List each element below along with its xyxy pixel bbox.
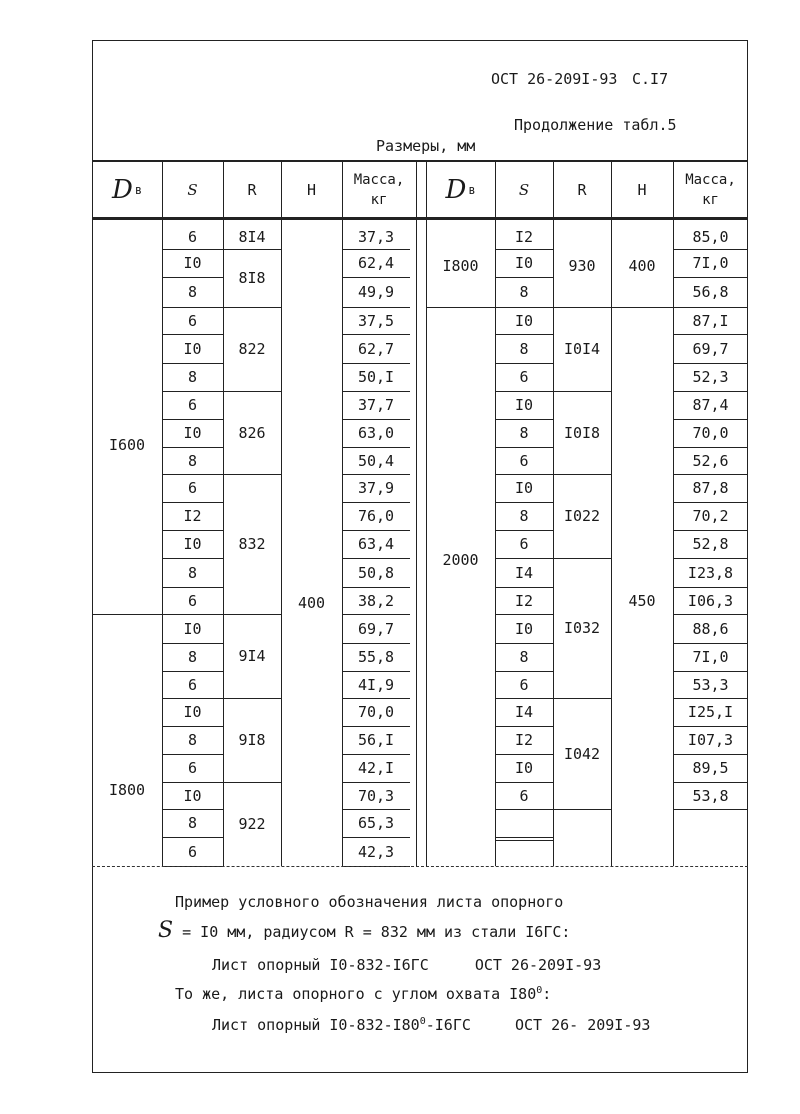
right-d-1800: I800 bbox=[442, 256, 479, 275]
right-s-cell: I0 bbox=[514, 619, 534, 638]
table-bottom-rule bbox=[92, 866, 748, 867]
right-mass-cell: 87,I bbox=[692, 311, 729, 330]
right-s-cell: 6 bbox=[519, 535, 529, 553]
right-mass-cell: 70,2 bbox=[692, 507, 729, 525]
left-s-cell: I0 bbox=[183, 619, 202, 638]
note-line-3 bbox=[212, 956, 601, 974]
right-mass-cell bbox=[673, 837, 748, 866]
right-r-cell: I022 bbox=[563, 507, 601, 525]
note-line-2 bbox=[158, 918, 570, 943]
left-mass-cell: 38,2 bbox=[357, 591, 395, 610]
note-line-4 bbox=[175, 985, 551, 1003]
designation-2-standard: ОСТ 26- 209I-93 bbox=[514, 1016, 651, 1034]
right-h-400: 400 bbox=[628, 256, 656, 275]
col-rule bbox=[281, 218, 282, 866]
left-mass-cell: 50,I bbox=[357, 368, 395, 386]
left-mass-cell: 42,I bbox=[357, 759, 395, 777]
right-s-cell: 8 bbox=[519, 283, 529, 301]
right-mass-cell: 89,5 bbox=[692, 759, 729, 777]
right-s-cell: I0 bbox=[514, 759, 534, 777]
right-r-cell: I042 bbox=[563, 744, 601, 763]
right-mass-cell: 87,4 bbox=[692, 396, 729, 414]
right-s-cell: 6 bbox=[519, 675, 529, 694]
left-s-cell: I0 bbox=[183, 703, 202, 721]
right-s-cell bbox=[495, 809, 553, 837]
left-mass-cell: 69,7 bbox=[357, 619, 395, 638]
left-s-cell: 8 bbox=[187, 648, 198, 666]
left-mass-cell: 63,0 bbox=[357, 424, 395, 442]
right-mass-cell: 85,0 bbox=[692, 227, 729, 246]
left-s-cell: 8 bbox=[187, 283, 198, 301]
right-s-cell: 6 bbox=[519, 368, 529, 386]
right-mass-cell: I23,8 bbox=[687, 563, 734, 582]
designation-1: Лист опорный I0-832-I6ГС bbox=[212, 956, 429, 974]
right-mass-cell: 53,8 bbox=[692, 786, 729, 805]
note-line-4-end: : bbox=[542, 985, 552, 1003]
right-mass-cell: I06,3 bbox=[687, 591, 734, 610]
left-s-cell: 6 bbox=[187, 591, 198, 610]
left-s-cell: 8 bbox=[187, 814, 198, 832]
left-mass-cell: 63,4 bbox=[357, 535, 395, 553]
right-s-cell: I4 bbox=[514, 563, 534, 582]
right-mass-cell: 7I,0 bbox=[692, 254, 729, 272]
right-h-header: H bbox=[637, 180, 647, 199]
designation-2-end: -I6ГС bbox=[425, 1016, 471, 1034]
degree-sup-2: 0 bbox=[419, 1016, 426, 1027]
col-rule bbox=[416, 218, 417, 866]
d-group-rule bbox=[92, 614, 162, 615]
left-s-cell: 6 bbox=[187, 759, 198, 777]
continuation-label: Продолжение табл.5 bbox=[514, 116, 677, 134]
left-s-header: S bbox=[187, 180, 198, 199]
note-line-1: Пример условного обозначения листа опорного bbox=[175, 893, 564, 911]
left-mass-cell: 37,7 bbox=[357, 396, 395, 414]
left-mass-cell: 62,4 bbox=[357, 254, 395, 272]
right-mass-cell: I07,3 bbox=[687, 731, 734, 749]
left-d-1600: I600 bbox=[108, 436, 146, 454]
d-subscript: в bbox=[468, 182, 476, 197]
left-mass-cell: 65,3 bbox=[357, 814, 395, 832]
left-mass-cell: 50,8 bbox=[357, 563, 395, 582]
left-r-cell: 826 bbox=[238, 423, 266, 442]
right-mass-cell bbox=[673, 809, 748, 837]
left-s-cell: 6 bbox=[187, 479, 198, 497]
designation-1-standard: ОСТ 26-209I-93 bbox=[474, 956, 602, 974]
d-subscript: в bbox=[134, 182, 143, 197]
right-s-cell: 8 bbox=[519, 507, 529, 525]
left-s-cell: I0 bbox=[183, 786, 202, 805]
left-s-cell: 6 bbox=[187, 311, 198, 330]
right-s-cell: I0 bbox=[514, 311, 534, 330]
mass-unit: кг bbox=[370, 191, 388, 208]
left-r-cell: 822 bbox=[238, 340, 266, 358]
right-s-cell: I0 bbox=[514, 396, 534, 414]
r-group-rule bbox=[553, 809, 611, 810]
left-mass-cell: 62,7 bbox=[357, 339, 395, 358]
right-s-cell bbox=[495, 837, 553, 866]
note-line-4-text: То же, листа опорного с углом охвата I80 bbox=[175, 985, 537, 1003]
left-mass-cell: 70,0 bbox=[357, 703, 395, 721]
right-s-cell: I2 bbox=[514, 731, 534, 749]
right-s-cell: 8 bbox=[519, 424, 529, 442]
right-d-2000: 2000 bbox=[442, 551, 479, 569]
right-mass-cell: 87,8 bbox=[692, 479, 729, 497]
mass-label: Масса, bbox=[685, 171, 736, 188]
left-s-cell: 6 bbox=[187, 396, 198, 414]
s-symbol: S bbox=[158, 918, 174, 943]
right-mass-cell: 88,6 bbox=[692, 619, 729, 638]
right-s-header: S bbox=[518, 180, 530, 199]
header-col-rule bbox=[416, 161, 417, 218]
left-d-header bbox=[92, 161, 162, 218]
right-r-header: R bbox=[577, 180, 587, 199]
note-line-5 bbox=[212, 1016, 650, 1034]
d-group-rule bbox=[426, 307, 495, 308]
right-s-cell: 6 bbox=[519, 786, 529, 805]
left-r-cell: 9I8 bbox=[238, 731, 266, 749]
left-r-cell: 9I4 bbox=[238, 647, 266, 665]
mass-label: Масса, bbox=[353, 171, 405, 188]
d-symbol: D bbox=[445, 174, 467, 205]
right-s-cell: I0 bbox=[514, 254, 534, 272]
right-s-cell: I2 bbox=[514, 591, 534, 610]
left-mass-header bbox=[342, 161, 416, 218]
left-s-cell: 8 bbox=[187, 368, 198, 386]
designation-2: Лист опорный I0-832-I80 bbox=[212, 1016, 420, 1034]
right-s-cell: 8 bbox=[519, 339, 529, 358]
right-d-header bbox=[426, 161, 495, 218]
right-mass-cell: 52,8 bbox=[692, 535, 729, 553]
right-mass-cell: 56,8 bbox=[692, 283, 729, 301]
left-mass-cell: 49,9 bbox=[357, 283, 395, 301]
left-s-cell: I2 bbox=[183, 507, 202, 525]
right-mass-cell: 53,3 bbox=[692, 675, 729, 694]
dimensions-label: Размеры, мм bbox=[376, 137, 476, 155]
right-s-cell: I2 bbox=[514, 227, 534, 246]
mass-unit: кг bbox=[702, 191, 719, 208]
left-mass-cell: 37,5 bbox=[357, 311, 395, 330]
left-mass-cell: 76,0 bbox=[357, 507, 395, 525]
right-s-cell: I0 bbox=[514, 479, 534, 497]
right-mass-cell: 52,6 bbox=[692, 451, 729, 470]
right-r-cell: I032 bbox=[563, 619, 601, 637]
left-mass-cell: 37,9 bbox=[357, 479, 395, 497]
page-number: С.I7 bbox=[632, 70, 669, 88]
h-group-rule bbox=[611, 307, 748, 308]
left-h-header: H bbox=[306, 180, 317, 199]
col-rule bbox=[611, 218, 612, 866]
left-s-cell: 6 bbox=[187, 842, 198, 861]
left-s-cell: 6 bbox=[187, 675, 198, 694]
right-h-450: 450 bbox=[628, 592, 656, 610]
left-r-cell: 922 bbox=[238, 815, 266, 833]
left-s-cell: 8 bbox=[187, 731, 198, 749]
left-s-cell: 8 bbox=[187, 451, 198, 470]
note-line-2-text: = I0 мм, радиусом R = 832 мм из стали I6ГС: bbox=[182, 923, 571, 941]
right-mass-header bbox=[673, 161, 748, 218]
left-mass-cell: 56,I bbox=[357, 731, 395, 749]
left-mass-cell: 37,3 bbox=[357, 227, 395, 246]
left-mass-cell: 50,4 bbox=[357, 451, 395, 470]
left-mass-cell: 55,8 bbox=[357, 648, 395, 666]
left-s-cell: 6 bbox=[187, 227, 198, 246]
d-symbol: D bbox=[111, 174, 133, 205]
right-mass-cell: I25,I bbox=[687, 703, 734, 721]
right-s-cell: 8 bbox=[519, 648, 529, 666]
left-r-cell: 832 bbox=[238, 535, 266, 553]
left-mass-cell: 70,3 bbox=[357, 786, 395, 805]
doc-ref: ОСТ 26-209I-93 bbox=[491, 70, 618, 88]
left-s-cell: I0 bbox=[183, 339, 202, 358]
right-r-cell: I0I4 bbox=[563, 340, 601, 358]
right-mass-cell: 69,7 bbox=[692, 339, 729, 358]
right-mass-cell: 52,3 bbox=[692, 368, 729, 386]
left-mass-cell: 42,3 bbox=[357, 842, 395, 861]
left-s-cell: I0 bbox=[183, 254, 202, 272]
right-r-cell: 930 bbox=[568, 256, 596, 275]
right-r-cell: I0I8 bbox=[563, 423, 601, 442]
left-r-cell: 8I4 bbox=[238, 227, 266, 246]
left-s-cell: I0 bbox=[183, 535, 202, 553]
left-d-1800: I800 bbox=[108, 781, 146, 799]
left-mass-cell: 4I,9 bbox=[357, 675, 395, 694]
left-s-cell: 8 bbox=[187, 563, 198, 582]
right-s-cell: I4 bbox=[514, 703, 534, 721]
left-r-header: R bbox=[247, 180, 257, 199]
left-r-cell: 8I8 bbox=[238, 269, 266, 287]
left-h-cell: 400 bbox=[297, 594, 326, 612]
right-mass-cell: 70,0 bbox=[692, 424, 729, 442]
right-s-cell: 6 bbox=[519, 451, 529, 470]
right-mass-cell: 7I,0 bbox=[692, 648, 729, 666]
left-s-cell: I0 bbox=[183, 424, 202, 442]
degree-sup: 0 bbox=[536, 985, 543, 996]
